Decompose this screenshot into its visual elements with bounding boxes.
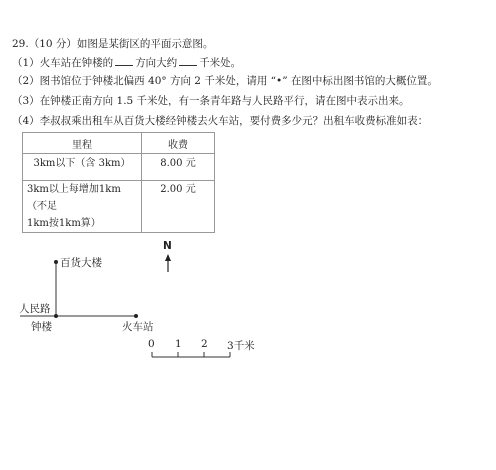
q1-text-a: （1）火车站在钟楼的 <box>12 57 114 69</box>
header-distance: 里程 <box>23 133 142 154</box>
header-fee: 收费 <box>142 133 215 154</box>
question-part-3: （3）在钟楼正南方向 1.5 千米处，有一条青年路与人民路平行，请在图中表示出来。 <box>12 95 410 107</box>
question-title: 29.（10 分）如图是某街区的平面示意图。 <box>12 38 214 50</box>
q1-text-b: 方向大约 <box>135 57 178 69</box>
scale-label-3 <box>227 338 255 353</box>
question-part-2: （2）图书馆位于钟楼北偏西 40° 方向 2 千米处，请用 “•” 在图中标出图书馆的大概位置。 <box>12 75 438 87</box>
row1-fee: 8.00 元 <box>142 154 215 181</box>
scale-label-2: 2 <box>201 338 208 350</box>
row2-distance-line-1: 3km以上每增加1km（不足 <box>27 184 121 212</box>
row1-distance: 3km以下（含 3km） <box>23 154 142 181</box>
clock-tower-dot <box>54 314 58 318</box>
row2-distance-line-2: 1km按1km算） <box>27 218 101 229</box>
scale-label-1: 1 <box>175 338 182 350</box>
scale-unit: 千米 <box>233 340 255 352</box>
scale-label-0: 0 <box>148 338 155 350</box>
question-part-4: （4）李叔叔乘出租车从百货大楼经钟楼去火车站，要付费多少元？出租车收费标准如表： <box>12 115 429 127</box>
north-arrow-head-icon <box>165 254 171 261</box>
row2-fee: 2.00 元 <box>142 181 215 233</box>
scale-label-3-number: 3 <box>227 340 234 352</box>
department-store-label: 百货大楼 <box>60 257 102 269</box>
people-road-label: 人民路 <box>19 303 51 315</box>
q1-text-c: 千米处。 <box>199 57 242 69</box>
train-station-dot <box>134 314 138 318</box>
north-label: N <box>163 240 172 252</box>
clock-tower-label: 钟楼 <box>31 321 52 333</box>
train-station-label: 火车站 <box>122 321 154 333</box>
department-store-dot <box>54 260 58 264</box>
